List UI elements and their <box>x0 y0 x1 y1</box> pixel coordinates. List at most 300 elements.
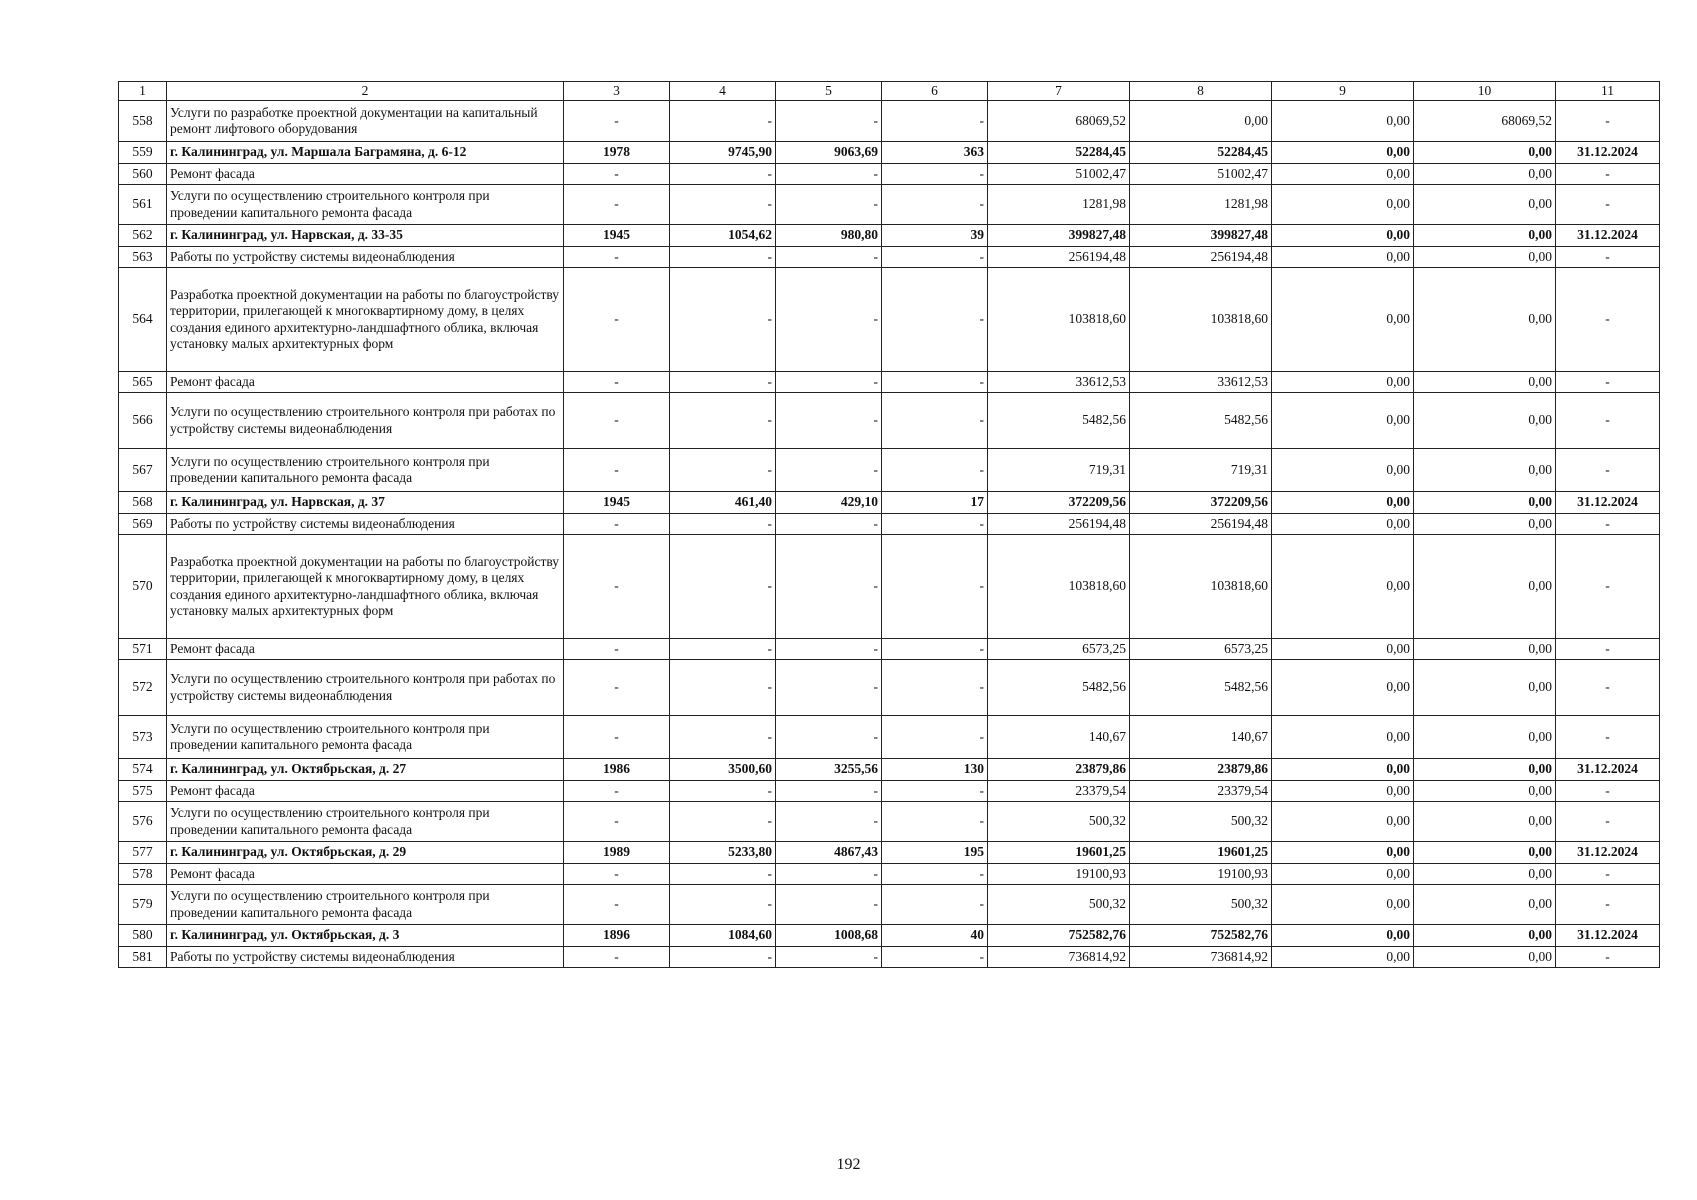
table-row <box>119 639 1660 660</box>
residents-cell: - <box>882 372 988 393</box>
column-number: 4 <box>670 82 776 101</box>
owners-cell: 0,00 <box>1414 449 1556 492</box>
area-total-cell: 1054,62 <box>670 225 776 247</box>
year-cell: - <box>564 372 670 393</box>
area-living-cell: 3255,56 <box>776 759 882 781</box>
year-cell: - <box>564 185 670 225</box>
cost-total-cell: 399827,48 <box>988 225 1130 247</box>
residents-cell: - <box>882 864 988 885</box>
residents-cell: 39 <box>882 225 988 247</box>
fund-cell: 372209,56 <box>1130 492 1272 514</box>
deadline-cell: 31.12.2024 <box>1556 925 1660 947</box>
deadline-cell: - <box>1556 514 1660 535</box>
owners-cell: 0,00 <box>1414 372 1556 393</box>
cost-total-cell: 752582,76 <box>988 925 1130 947</box>
residents-cell: - <box>882 185 988 225</box>
area-total-cell: - <box>670 514 776 535</box>
row-number-cell: 574 <box>119 759 167 781</box>
fund-cell: 103818,60 <box>1130 535 1272 639</box>
row-number-cell: 576 <box>119 802 167 842</box>
description-cell: Работы по устройству системы видеонаблюдения <box>167 247 564 268</box>
row-number-cell: 573 <box>119 716 167 759</box>
area-living-cell: - <box>776 660 882 716</box>
table-body <box>119 82 1660 968</box>
budget-cell: 0,00 <box>1272 164 1414 185</box>
table-row <box>119 185 1660 225</box>
cost-total-cell: 68069,52 <box>988 101 1130 142</box>
year-cell: - <box>564 639 670 660</box>
table-row <box>119 535 1660 639</box>
year-cell: - <box>564 514 670 535</box>
budget-cell: 0,00 <box>1272 449 1414 492</box>
table-row <box>119 660 1660 716</box>
area-total-cell: - <box>670 449 776 492</box>
fund-cell: 23379,54 <box>1130 781 1272 802</box>
area-living-cell: - <box>776 639 882 660</box>
column-number: 1 <box>119 82 167 101</box>
row-number-cell: 563 <box>119 247 167 268</box>
residents-cell: - <box>882 802 988 842</box>
row-number-cell: 577 <box>119 842 167 864</box>
deadline-cell: - <box>1556 802 1660 842</box>
description-cell: Услуги по осуществлению строительного контроля при проведении капитального ремонта фасада <box>167 449 564 492</box>
owners-cell: 0,00 <box>1414 639 1556 660</box>
area-living-cell: - <box>776 781 882 802</box>
column-number: 6 <box>882 82 988 101</box>
cost-total-cell: 372209,56 <box>988 492 1130 514</box>
fund-cell: 399827,48 <box>1130 225 1272 247</box>
area-total-cell: - <box>670 101 776 142</box>
budget-cell: 0,00 <box>1272 225 1414 247</box>
fund-cell: 6573,25 <box>1130 639 1272 660</box>
residents-cell: 130 <box>882 759 988 781</box>
area-living-cell: - <box>776 185 882 225</box>
area-living-cell: - <box>776 947 882 968</box>
area-total-cell: - <box>670 716 776 759</box>
table-row <box>119 142 1660 164</box>
year-cell: - <box>564 268 670 372</box>
residents-cell: - <box>882 514 988 535</box>
data-table <box>118 81 1660 968</box>
cost-total-cell: 736814,92 <box>988 947 1130 968</box>
row-number-cell: 558 <box>119 101 167 142</box>
cost-total-cell: 500,32 <box>988 885 1130 925</box>
deadline-cell: - <box>1556 164 1660 185</box>
residents-cell: 195 <box>882 842 988 864</box>
cost-total-cell: 140,67 <box>988 716 1130 759</box>
row-number-cell: 575 <box>119 781 167 802</box>
row-number-cell: 559 <box>119 142 167 164</box>
cost-total-cell: 23879,86 <box>988 759 1130 781</box>
budget-cell: 0,00 <box>1272 247 1414 268</box>
area-living-cell: 429,10 <box>776 492 882 514</box>
column-number-row <box>119 82 1660 101</box>
deadline-cell: 31.12.2024 <box>1556 842 1660 864</box>
area-living-cell: - <box>776 393 882 449</box>
cost-total-cell: 256194,48 <box>988 514 1130 535</box>
owners-cell: 68069,52 <box>1414 101 1556 142</box>
cost-total-cell: 19601,25 <box>988 842 1130 864</box>
area-living-cell: - <box>776 101 882 142</box>
row-number-cell: 570 <box>119 535 167 639</box>
description-cell: Разработка проектной документации на работы по благоустройству территории, прилегающей к многоквартирному дому, в целях создания единого архитектурно-ландшафтного облика, включая установку малых архитектурных форм <box>167 535 564 639</box>
owners-cell: 0,00 <box>1414 535 1556 639</box>
description-cell: Услуги по осуществлению строительного контроля при проведении капитального ремонта фасада <box>167 802 564 842</box>
owners-cell: 0,00 <box>1414 864 1556 885</box>
description-cell: Услуги по осуществлению строительного контроля при проведении капитального ремонта фасада <box>167 716 564 759</box>
area-living-cell: - <box>776 449 882 492</box>
fund-cell: 52284,45 <box>1130 142 1272 164</box>
owners-cell: 0,00 <box>1414 802 1556 842</box>
area-living-cell: 980,80 <box>776 225 882 247</box>
area-living-cell: - <box>776 864 882 885</box>
year-cell: - <box>564 781 670 802</box>
fund-cell: 256194,48 <box>1130 514 1272 535</box>
residents-cell: 363 <box>882 142 988 164</box>
year-cell: - <box>564 660 670 716</box>
row-number-cell: 580 <box>119 925 167 947</box>
budget-cell: 0,00 <box>1272 842 1414 864</box>
budget-cell: 0,00 <box>1272 492 1414 514</box>
area-living-cell: - <box>776 535 882 639</box>
residents-cell: - <box>882 393 988 449</box>
area-total-cell: 1084,60 <box>670 925 776 947</box>
row-number-cell: 571 <box>119 639 167 660</box>
cost-total-cell: 719,31 <box>988 449 1130 492</box>
owners-cell: 0,00 <box>1414 925 1556 947</box>
description-cell: Услуги по осуществлению строительного контроля при проведении капитального ремонта фасада <box>167 185 564 225</box>
area-living-cell: - <box>776 514 882 535</box>
description-cell: Услуги по осуществлению строительного контроля при проведении капитального ремонта фасада <box>167 885 564 925</box>
fund-cell: 500,32 <box>1130 885 1272 925</box>
deadline-cell: - <box>1556 639 1660 660</box>
residents-cell: - <box>882 639 988 660</box>
year-cell: - <box>564 247 670 268</box>
year-cell: - <box>564 449 670 492</box>
budget-cell: 0,00 <box>1272 759 1414 781</box>
deadline-cell: - <box>1556 947 1660 968</box>
owners-cell: 0,00 <box>1414 142 1556 164</box>
year-cell: - <box>564 535 670 639</box>
area-total-cell: - <box>670 781 776 802</box>
cost-total-cell: 6573,25 <box>988 639 1130 660</box>
column-number: 7 <box>988 82 1130 101</box>
row-number-cell: 565 <box>119 372 167 393</box>
table-row <box>119 393 1660 449</box>
deadline-cell: - <box>1556 247 1660 268</box>
row-number-cell: 564 <box>119 268 167 372</box>
area-living-cell: - <box>776 802 882 842</box>
row-number-cell: 566 <box>119 393 167 449</box>
year-cell: 1945 <box>564 492 670 514</box>
table-row <box>119 925 1660 947</box>
deadline-cell: - <box>1556 393 1660 449</box>
description-cell: Работы по устройству системы видеонаблюдения <box>167 947 564 968</box>
residents-cell: - <box>882 947 988 968</box>
cost-total-cell: 500,32 <box>988 802 1130 842</box>
budget-cell: 0,00 <box>1272 885 1414 925</box>
owners-cell: 0,00 <box>1414 225 1556 247</box>
area-living-cell: - <box>776 247 882 268</box>
column-number: 11 <box>1556 82 1660 101</box>
deadline-cell: - <box>1556 268 1660 372</box>
residents-cell: - <box>882 101 988 142</box>
residents-cell: - <box>882 535 988 639</box>
description-cell: Ремонт фасада <box>167 639 564 660</box>
description-cell: Работы по устройству системы видеонаблюдения <box>167 514 564 535</box>
fund-cell: 103818,60 <box>1130 268 1272 372</box>
area-living-cell: 1008,68 <box>776 925 882 947</box>
table-row <box>119 781 1660 802</box>
area-total-cell: - <box>670 885 776 925</box>
owners-cell: 0,00 <box>1414 247 1556 268</box>
cost-total-cell: 103818,60 <box>988 268 1130 372</box>
cost-total-cell: 19100,93 <box>988 864 1130 885</box>
fund-cell: 140,67 <box>1130 716 1272 759</box>
column-number: 2 <box>167 82 564 101</box>
description-cell: Ремонт фасада <box>167 781 564 802</box>
description-cell: Ремонт фасада <box>167 164 564 185</box>
year-cell: - <box>564 802 670 842</box>
deadline-cell: 31.12.2024 <box>1556 225 1660 247</box>
fund-cell: 23879,86 <box>1130 759 1272 781</box>
table-row <box>119 759 1660 781</box>
table-row <box>119 716 1660 759</box>
row-number-cell: 581 <box>119 947 167 968</box>
year-cell: - <box>564 716 670 759</box>
row-number-cell: 578 <box>119 864 167 885</box>
column-number: 9 <box>1272 82 1414 101</box>
column-number: 5 <box>776 82 882 101</box>
deadline-cell: - <box>1556 535 1660 639</box>
budget-cell: 0,00 <box>1272 535 1414 639</box>
year-cell: 1986 <box>564 759 670 781</box>
budget-cell: 0,00 <box>1272 101 1414 142</box>
column-number: 8 <box>1130 82 1272 101</box>
deadline-cell: 31.12.2024 <box>1556 759 1660 781</box>
area-total-cell: - <box>670 535 776 639</box>
year-cell: - <box>564 885 670 925</box>
cost-total-cell: 23379,54 <box>988 781 1130 802</box>
budget-cell: 0,00 <box>1272 268 1414 372</box>
residents-cell: 17 <box>882 492 988 514</box>
year-cell: 1989 <box>564 842 670 864</box>
cost-total-cell: 33612,53 <box>988 372 1130 393</box>
fund-cell: 0,00 <box>1130 101 1272 142</box>
area-total-cell: - <box>670 947 776 968</box>
fund-cell: 752582,76 <box>1130 925 1272 947</box>
table-row <box>119 101 1660 142</box>
area-total-cell: - <box>670 393 776 449</box>
table-row <box>119 947 1660 968</box>
year-cell: - <box>564 393 670 449</box>
area-total-cell: - <box>670 372 776 393</box>
description-cell: Ремонт фасада <box>167 864 564 885</box>
residents-cell: - <box>882 716 988 759</box>
deadline-cell: - <box>1556 716 1660 759</box>
column-number: 3 <box>564 82 670 101</box>
year-cell: - <box>564 947 670 968</box>
budget-cell: 0,00 <box>1272 716 1414 759</box>
budget-cell: 0,00 <box>1272 781 1414 802</box>
area-living-cell: - <box>776 268 882 372</box>
fund-cell: 19601,25 <box>1130 842 1272 864</box>
area-total-cell: 3500,60 <box>670 759 776 781</box>
fund-cell: 719,31 <box>1130 449 1272 492</box>
deadline-cell: - <box>1556 101 1660 142</box>
table-row <box>119 164 1660 185</box>
deadline-cell: - <box>1556 864 1660 885</box>
residents-cell: - <box>882 449 988 492</box>
description-cell: Разработка проектной документации на работы по благоустройству территории, прилегающей к многоквартирному дому, в целях создания единого архитектурно-ландшафтного облика, включая установку малых архитектурных форм <box>167 268 564 372</box>
table-row <box>119 802 1660 842</box>
owners-cell: 0,00 <box>1414 716 1556 759</box>
residents-cell: - <box>882 885 988 925</box>
area-total-cell: 461,40 <box>670 492 776 514</box>
owners-cell: 0,00 <box>1414 514 1556 535</box>
residents-cell: - <box>882 660 988 716</box>
area-living-cell: 4867,43 <box>776 842 882 864</box>
description-cell: Услуги по осуществлению строительного контроля при работах по устройству системы видеонаблюдения <box>167 393 564 449</box>
cost-total-cell: 103818,60 <box>988 535 1130 639</box>
description-cell: Ремонт фасада <box>167 372 564 393</box>
owners-cell: 0,00 <box>1414 185 1556 225</box>
owners-cell: 0,00 <box>1414 947 1556 968</box>
deadline-cell: - <box>1556 660 1660 716</box>
residents-cell: - <box>882 268 988 372</box>
row-number-cell: 562 <box>119 225 167 247</box>
row-number-cell: 568 <box>119 492 167 514</box>
residents-cell: - <box>882 781 988 802</box>
owners-cell: 0,00 <box>1414 781 1556 802</box>
residents-cell: - <box>882 164 988 185</box>
fund-cell: 19100,93 <box>1130 864 1272 885</box>
year-cell: - <box>564 864 670 885</box>
cost-total-cell: 52284,45 <box>988 142 1130 164</box>
fund-cell: 51002,47 <box>1130 164 1272 185</box>
description-cell: Услуги по разработке проектной документации на капитальный ремонт лифтового оборудования <box>167 101 564 142</box>
description-cell: г. Калининград, ул. Октябрьская, д. 3 <box>167 925 564 947</box>
fund-cell: 5482,56 <box>1130 660 1272 716</box>
table-row <box>119 514 1660 535</box>
budget-cell: 0,00 <box>1272 864 1414 885</box>
table-row <box>119 842 1660 864</box>
budget-cell: 0,00 <box>1272 142 1414 164</box>
area-total-cell: - <box>670 864 776 885</box>
fund-cell: 500,32 <box>1130 802 1272 842</box>
table-row <box>119 247 1660 268</box>
budget-cell: 0,00 <box>1272 660 1414 716</box>
row-number-cell: 569 <box>119 514 167 535</box>
cost-total-cell: 256194,48 <box>988 247 1130 268</box>
owners-cell: 0,00 <box>1414 759 1556 781</box>
year-cell: - <box>564 101 670 142</box>
table-row <box>119 864 1660 885</box>
area-total-cell: - <box>670 185 776 225</box>
area-total-cell: - <box>670 268 776 372</box>
description-cell: г. Калининград, ул. Октябрьская, д. 27 <box>167 759 564 781</box>
owners-cell: 0,00 <box>1414 842 1556 864</box>
area-living-cell: - <box>776 885 882 925</box>
row-number-cell: 561 <box>119 185 167 225</box>
deadline-cell: - <box>1556 185 1660 225</box>
table-row <box>119 492 1660 514</box>
deadline-cell: - <box>1556 449 1660 492</box>
area-living-cell: - <box>776 716 882 759</box>
area-total-cell: - <box>670 164 776 185</box>
year-cell: - <box>564 164 670 185</box>
area-total-cell: - <box>670 802 776 842</box>
area-total-cell: 5233,80 <box>670 842 776 864</box>
table-row <box>119 225 1660 247</box>
description-cell: г. Калининград, ул. Маршала Баграмяна, д. 6-12 <box>167 142 564 164</box>
deadline-cell: - <box>1556 885 1660 925</box>
owners-cell: 0,00 <box>1414 268 1556 372</box>
area-living-cell: - <box>776 164 882 185</box>
year-cell: 1896 <box>564 925 670 947</box>
column-number: 10 <box>1414 82 1556 101</box>
cost-total-cell: 51002,47 <box>988 164 1130 185</box>
budget-cell: 0,00 <box>1272 802 1414 842</box>
budget-cell: 0,00 <box>1272 393 1414 449</box>
deadline-cell: 31.12.2024 <box>1556 492 1660 514</box>
row-number-cell: 572 <box>119 660 167 716</box>
budget-cell: 0,00 <box>1272 925 1414 947</box>
budget-cell: 0,00 <box>1272 372 1414 393</box>
cost-total-cell: 1281,98 <box>988 185 1130 225</box>
area-total-cell: - <box>670 639 776 660</box>
area-total-cell: - <box>670 247 776 268</box>
fund-cell: 256194,48 <box>1130 247 1272 268</box>
table-row <box>119 268 1660 372</box>
table-row <box>119 885 1660 925</box>
table-row <box>119 449 1660 492</box>
fund-cell: 5482,56 <box>1130 393 1272 449</box>
cost-total-cell: 5482,56 <box>988 660 1130 716</box>
description-cell: г. Калининград, ул. Нарвская, д. 37 <box>167 492 564 514</box>
fund-cell: 1281,98 <box>1130 185 1272 225</box>
description-cell: г. Калининград, ул. Нарвская, д. 33-35 <box>167 225 564 247</box>
description-cell: Услуги по осуществлению строительного контроля при работах по устройству системы видеонаблюдения <box>167 660 564 716</box>
fund-cell: 33612,53 <box>1130 372 1272 393</box>
owners-cell: 0,00 <box>1414 885 1556 925</box>
budget-cell: 0,00 <box>1272 639 1414 660</box>
owners-cell: 0,00 <box>1414 492 1556 514</box>
residents-cell: - <box>882 247 988 268</box>
table-row <box>119 372 1660 393</box>
budget-cell: 0,00 <box>1272 185 1414 225</box>
row-number-cell: 567 <box>119 449 167 492</box>
row-number-cell: 579 <box>119 885 167 925</box>
fund-cell: 736814,92 <box>1130 947 1272 968</box>
owners-cell: 0,00 <box>1414 660 1556 716</box>
budget-cell: 0,00 <box>1272 514 1414 535</box>
cost-total-cell: 5482,56 <box>988 393 1130 449</box>
budget-cell: 0,00 <box>1272 947 1414 968</box>
deadline-cell: - <box>1556 781 1660 802</box>
year-cell: 1978 <box>564 142 670 164</box>
area-total-cell: - <box>670 660 776 716</box>
description-cell: г. Калининград, ул. Октябрьская, д. 29 <box>167 842 564 864</box>
owners-cell: 0,00 <box>1414 164 1556 185</box>
row-number-cell: 560 <box>119 164 167 185</box>
deadline-cell: - <box>1556 372 1660 393</box>
area-total-cell: 9745,90 <box>670 142 776 164</box>
area-living-cell: 9063,69 <box>776 142 882 164</box>
area-living-cell: - <box>776 372 882 393</box>
page-number: 192 <box>836 1156 861 1173</box>
year-cell: 1945 <box>564 225 670 247</box>
